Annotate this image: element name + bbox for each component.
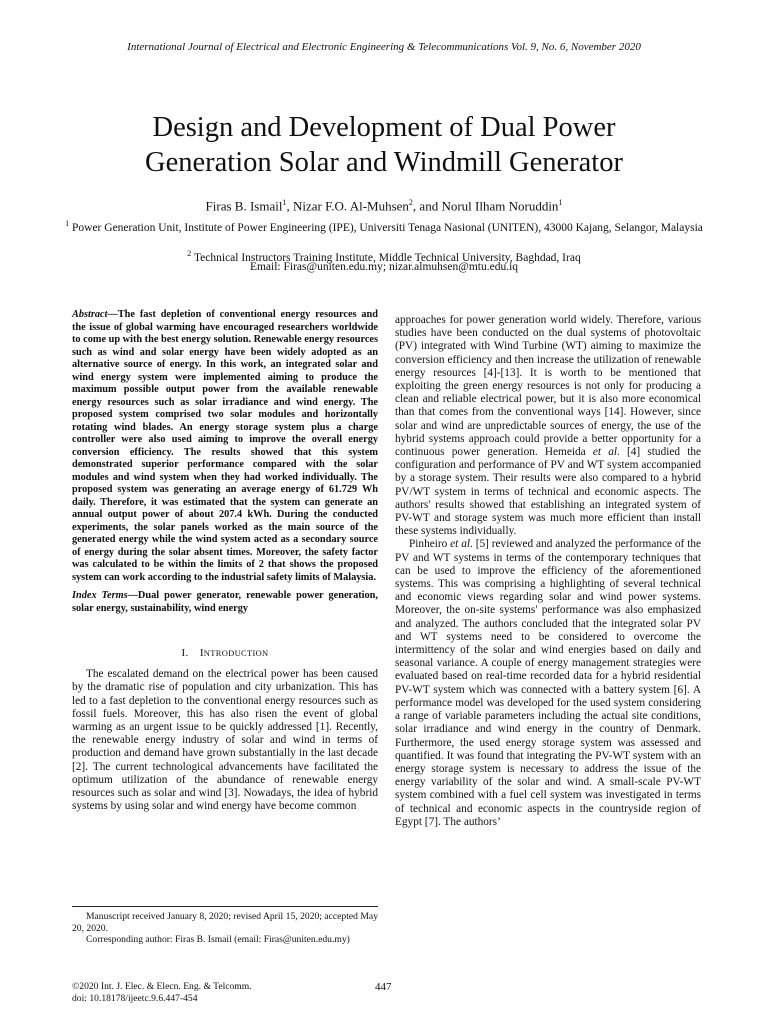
paper-title: [60, 110, 708, 180]
affiliation-2-text: Technical Instructors Training Institute, Middle Technical University, Baghdad, Iraq: [191, 251, 581, 264]
right-paragraph-1: [395, 314, 701, 538]
footer-doi: doi: 10.18178/ijeetc.9.6.447-454: [72, 993, 198, 1004]
title-line-1: Design and Development of Dual Power: [152, 112, 616, 143]
author-3: Norul Ilham Noruddin: [441, 198, 559, 214]
abstract-label: Abstract: [72, 309, 108, 320]
right-column: [395, 314, 701, 829]
paragraph-text: Pinheiro: [409, 538, 451, 551]
paragraph-etal: et al: [592, 446, 617, 459]
index-terms-text: —Dual power generator, renewable power generation, solar energy, sustainability, wind energy: [72, 590, 378, 614]
affiliation-1-mark: 1: [65, 219, 70, 228]
author-3-affil-mark: 1: [558, 198, 563, 207]
author-separator: ,: [286, 198, 293, 214]
author-2-affil-mark: 2: [408, 198, 413, 207]
author-1-affil-mark: 1: [282, 198, 287, 207]
paragraph-text: approaches for power generation world widely. Therefore, various studies have been conducted on the dual systems of photovoltaic (PV) integrated with Wind Turbine (WT) aiming to maximize the conversion efficiency and then increase the utilization of renewable energy resources [4]-[13]. It is worth to be mentioned that exploiting the green energy resources is not only for producing a clean and reliable electrical power, but it is also more economical than that comes from the conventional ways [14]. However, since solar and wind are unpredictable sources of energy, the use of the hybrid systems approach could provide a better opportunity for a continuous power generation. Hemeida: [395, 314, 701, 459]
journal-header: International Journal of Electrical and Electronic Engineering & Telecommunications Vol. 9, No. 6, November 2020: [127, 41, 641, 53]
footnote: [72, 906, 378, 946]
affiliation-1: [60, 216, 708, 236]
index-terms: [72, 590, 378, 615]
intro-paragraph: The escalated demand on the electrical power has been caused by the dramatic rise of population and city urbanization. This has led to a fast depletion to the conventional energy resources such as fossil fuels. Moreover, this has also risen the event of global warming as an urgent issue to be quickly addressed [1]. Recently, the renewable energy industry of solar and wind in terms of production and demand have grown substantially in the last decade [2]. The current technological advancements have facilitated the optimum utilization of the abundance of renewable energy resources such as solar and wind [3]. Nowadays, the idea of hybrid systems by using solar and wind energy have become common: [72, 668, 378, 813]
author-1: Firas B. Ismail: [205, 198, 283, 214]
abstract: [72, 309, 378, 584]
author-2: Nizar F.O. Al-Muhsen: [292, 198, 409, 214]
title-line-2: Generation Solar and Windmill Generator: [145, 147, 623, 178]
paragraph-etal: et al: [450, 538, 470, 551]
right-paragraph-2: [395, 538, 701, 828]
abstract-text: —The fast depletion of conventional energy resources and the issue of global warming have encouraged researchers worldwide to come up with the best energy solution. Renewable energy resources such as wind and solar energy have been widely adopted as an alternative source of energy. In this work, an integrated solar and wind energy system were implemented aiming to produce the maximum possible output power from the available renewable energy resources such as solar irradiance and wind energy. The proposed system comprised two solar modules and horizontally rotating wind blades. An energy storage system plus a charge controller were also used aiming to improve the overall energy conversion efficiency. The results showed that this system demonstrated superior performance compared with the solar modules and wind system when they had worked individually. The proposed system was generating an average energy of 61.729 Wh daily. Therefore, it was estimated that the system can generate an annual output power of about 207.4 kWh. During the conducted experiments, the solar panels worked as the main source of the generated energy while the wind system acted as a secondary source of energy during the solar absent times. Moreover, the safety factor was calculated to be within the limits of 2 that shows the proposed system can work according to the industrial safety limits of Malaysia.: [72, 309, 378, 583]
footnote-manuscript-dates: Manuscript received January 8, 2020; revised April 15, 2020; accepted May 20, 2020.: [72, 911, 378, 934]
affiliation-1-text: Power Generation Unit, Institute of Power Engineering (IPE), Universiti Tenaga Nasional (UNITEN), 43000 Kajang, Selangor, Malaysia: [69, 221, 703, 234]
footer-copyright: ©2020 Int. J. Elec. & Elecn. Eng. & Telcomm.: [72, 981, 252, 992]
author-separator: , and: [412, 198, 442, 214]
left-column: [72, 309, 378, 813]
page-number: 447: [375, 981, 392, 993]
section-heading-smallcaps: NTRODUCTION: [203, 648, 269, 658]
paragraph-text: . [4] studied the configuration and performance of PV and WT system accompanied by a storage system. Their results were also compared to a hybrid PV/WT system in terms of technical and economic aspects. The authors' results showed that establishing an integrated system of PV-WT and storage system was much more efficient than install these systems individually.: [395, 446, 702, 538]
affiliation-2-mark: 2: [187, 249, 192, 258]
index-terms-label: Index Terms: [72, 590, 128, 601]
author-list: [0, 198, 768, 214]
section-heading-introduction: [72, 647, 378, 660]
section-heading-number: I. I: [181, 647, 204, 659]
paragraph-text: . [5] reviewed and analyzed the performance of the PV and WT systems in terms of the contemporary techniques that can be used to improve the efficiency of the aforementioned systems. This was comprising a highlighting of several technical and economic views regarding solar and wind power systems. Moreover, the on-site systems' performance was also emphasized and analyzed. The authors concluded that the integrated solar PV and WT systems need to be considered to overcome the intermittency of the solar and wind energies based on daily and seasonal variance. A couple of energy management strategies were evaluated based on real-time recorded data for a hybrid residential PV-WT system which was connected with a battery system [6]. A performance model was developed for the used system considering a range of variable parameters including the actual site conditions, solar irradiance and wind energy in the country of Denmark. Furthermore, the used energy storage system was assessed and quantified. It was found that integrating the PV-WT system with an energy storage system is necessary to address the issue of the energy variability of the solar and wind. A small-scale PV-WT system combined with a fuel cell system was investigated in terms of technical and economic aspects in the countryside region of Egypt [7]. The authors’: [395, 538, 702, 828]
page-footer: [72, 981, 252, 1005]
footnote-corresponding-author: Corresponding author: Firas B. Ismail (email: Firas@uniten.edu.my): [86, 934, 350, 945]
author-emails: Email: Firas@uniten.edu.my; nizar.almuhsen@mtu.edu.iq: [249, 261, 519, 273]
